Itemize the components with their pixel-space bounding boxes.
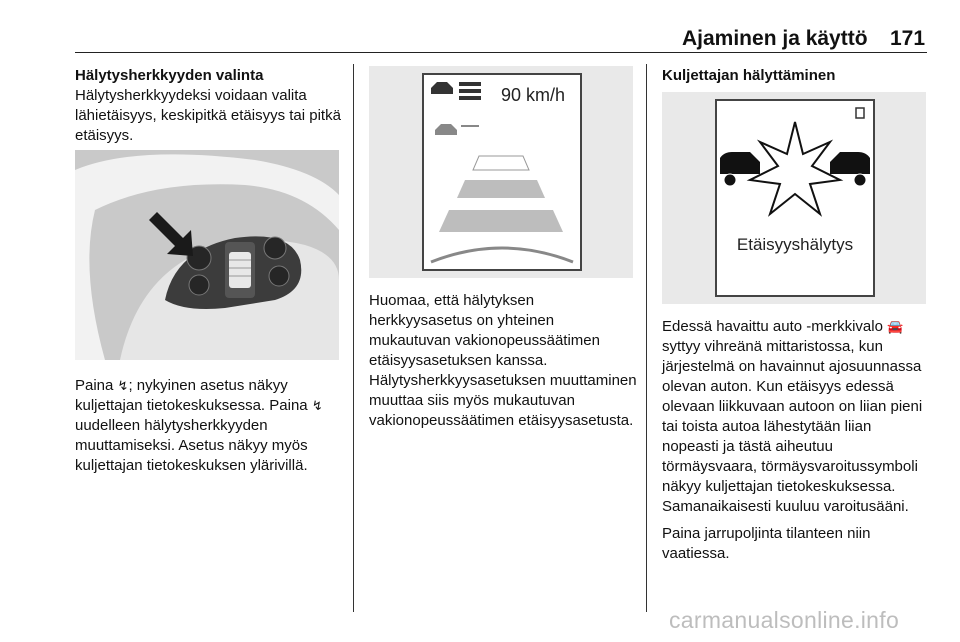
section-heading-driver-alert: Kuljettajan hälyttäminen (662, 67, 836, 84)
header-rule (75, 52, 927, 53)
text-part: syttyy vihreänä mittaristossa, kun järjestelmä on havainnut ajosuunnassa olevan auton. Kun etäisyys edessä olevaan liikkuvaan autoon on liian pieni tai toista autoa lähestytään liian nopeasti ja tästä aiheutuu törmäysvaara, törmäysvaroitussymboli näkyy kuljettajan tietokeskuksessa. Samanaikaisesti kuuluu varoitusääni. (662, 338, 923, 515)
text-part: ; nykyinen asetus näkyy kuljettajan tietokeskuksessa. Paina (75, 377, 312, 414)
distance-button-icon: ↯ (117, 378, 129, 393)
column-divider-right (646, 64, 647, 612)
distance-alert-label: Etäisyyshälytys (736, 235, 854, 254)
column-2-text (369, 291, 637, 438)
paragraph-button-usage (75, 376, 350, 476)
column-3-bottom (662, 317, 927, 571)
paragraph-shared-setting: Huomaa, että hälytyksen herkkyysasetus on yhteinen mukautuvan vakionopeussäätimen etäisyysasetuksen kanssa. Hälytysherkkyysasetuksen muuttaminen muuttaa siis myös mukautuvan vakionopeussäätimen etäisyysasetusta. (369, 292, 637, 429)
paragraph-brake: Paina jarrupoljinta tilanteen niin vaatiessa. (662, 525, 871, 562)
distance-button-icon: ↯ (311, 398, 323, 413)
speed-readout: 90 km/h (501, 85, 566, 105)
page-number: 171 (890, 27, 926, 50)
text-part: uudelleen hälytysherkkyyden muuttamiseksi. Asetus näkyy myös kuljettajan tietokeskuksen ylärivillä. (75, 417, 308, 474)
vehicle-ahead-icon: 🚘 (887, 319, 904, 334)
column-divider-left (353, 64, 354, 612)
driver-display-figure (369, 66, 633, 278)
column-1-top (75, 66, 345, 153)
text-part: Paina (75, 377, 118, 394)
paragraph-vehicle-ahead (662, 317, 927, 517)
watermark: carmanualsonline.info (669, 607, 900, 633)
column-1-bottom (75, 376, 350, 483)
text-part: Edessä havaittu auto -merkkivalo (662, 318, 888, 335)
paragraph-intro: Hälytysherkkyydeksi voidaan valita lähietäisyys, keskipitkä etäisyys tai pitkä etäisyys. (75, 87, 341, 144)
header-title: Ajaminen ja käyttö (682, 27, 868, 50)
steering-wheel-figure (75, 150, 339, 360)
section-heading-sensitivity: Hälytysherkkyyden valinta (75, 67, 264, 84)
collision-alert-figure (662, 92, 926, 304)
column-3-top (662, 66, 927, 86)
